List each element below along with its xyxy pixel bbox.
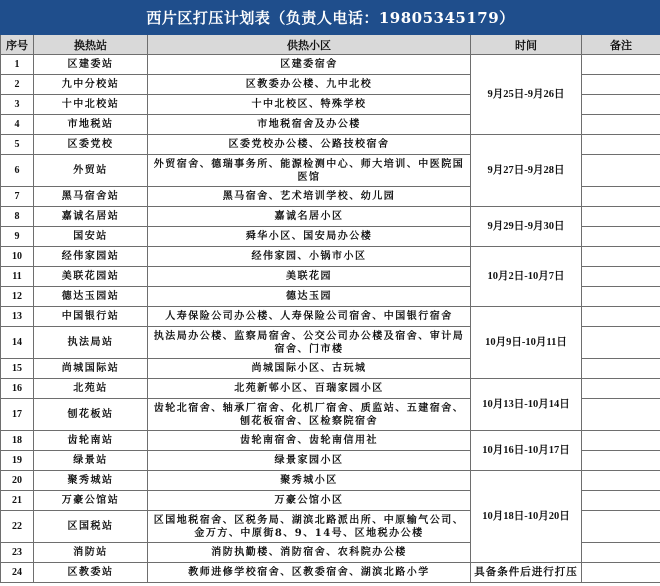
row-area: 区委党校办公楼、公路技校宿舍 (148, 135, 471, 155)
time-group-cell: 具备条件后进行打压 (471, 563, 582, 583)
row-no: 3 (1, 95, 34, 115)
table-row (1, 307, 660, 327)
row-area: 消防执勤楼、消防宿舍、农科院办公楼 (148, 543, 471, 563)
row-area: 嘉诚名居小区 (148, 207, 471, 227)
table-title: 西片区打压计划表（负责人电话：19805345179） (1, 1, 660, 35)
row-note (582, 207, 660, 227)
row-station: 市地税站 (34, 115, 148, 135)
row-note (582, 359, 660, 379)
table-row (1, 379, 660, 399)
row-station: 区教委站 (34, 563, 148, 583)
row-note (582, 155, 660, 187)
row-no: 4 (1, 115, 34, 135)
row-station: 北苑站 (34, 379, 148, 399)
time-group-cell: 9月25日-9月26日 (471, 55, 582, 135)
row-area: 外贸宿舍、德瑞事务所、能源检测中心、师大培训、中医院国医馆 (148, 155, 471, 187)
row-note (582, 187, 660, 207)
row-note (582, 55, 660, 75)
row-area: 市地税宿舍及办公楼 (148, 115, 471, 135)
row-station: 美联花园站 (34, 267, 148, 287)
row-no: 11 (1, 267, 34, 287)
row-no: 24 (1, 563, 34, 583)
row-no: 5 (1, 135, 34, 155)
row-no: 12 (1, 287, 34, 307)
row-station: 执法局站 (34, 327, 148, 359)
row-station: 中国银行站 (34, 307, 148, 327)
row-station: 区国税站 (34, 511, 148, 543)
table-row (1, 207, 660, 227)
table-row (1, 471, 660, 491)
header-station: 换热站 (34, 35, 148, 55)
row-no: 21 (1, 491, 34, 511)
row-station: 刨花板站 (34, 399, 148, 431)
row-area: 齿轮北宿舍、轴承厂宿舍、化机厂宿舍、质监站、五建宿舍、刨花板宿舍、区检察院宿舍 (148, 399, 471, 431)
row-no: 14 (1, 327, 34, 359)
row-note (582, 491, 660, 511)
row-station: 外贸站 (34, 155, 148, 187)
row-note (582, 451, 660, 471)
row-area: 绿景家园小区 (148, 451, 471, 471)
row-area: 万豪公馆小区 (148, 491, 471, 511)
row-station: 十中北校站 (34, 95, 148, 115)
row-no: 16 (1, 379, 34, 399)
header-note: 备注 (582, 35, 660, 55)
row-no: 18 (1, 431, 34, 451)
table-row (1, 431, 660, 451)
row-no: 2 (1, 75, 34, 95)
row-station: 绿景站 (34, 451, 148, 471)
row-no: 6 (1, 155, 34, 187)
row-note (582, 135, 660, 155)
row-note (582, 75, 660, 95)
row-note (582, 399, 660, 431)
row-station: 国安站 (34, 227, 148, 247)
row-no: 9 (1, 227, 34, 247)
time-group-cell: 10月9日-10月11日 (471, 307, 582, 379)
row-note (582, 471, 660, 491)
row-area: 聚秀城小区 (148, 471, 471, 491)
time-group-cell: 10月18日-10月20日 (471, 471, 582, 563)
row-area: 尚城国际小区、古玩城 (148, 359, 471, 379)
row-note (582, 247, 660, 267)
time-group-cell: 10月2日-10月7日 (471, 247, 582, 307)
row-no: 22 (1, 511, 34, 543)
table-row (1, 135, 660, 155)
row-station: 区委党校 (34, 135, 148, 155)
row-station: 万豪公馆站 (34, 491, 148, 511)
row-area: 区国地税宿舍、区税务局、湖滨北路派出所、中原输气公司、金万方、中原街8、9、14号、区地税办公楼 (148, 511, 471, 543)
title-row (1, 1, 660, 35)
header-time: 时间 (471, 35, 582, 55)
row-no: 8 (1, 207, 34, 227)
row-area: 区教委办公楼、九中北校 (148, 75, 471, 95)
row-station: 九中分校站 (34, 75, 148, 95)
row-no: 20 (1, 471, 34, 491)
row-note (582, 95, 660, 115)
row-no: 23 (1, 543, 34, 563)
row-note (582, 379, 660, 399)
table-row (1, 563, 660, 583)
table-row (1, 247, 660, 267)
row-no: 7 (1, 187, 34, 207)
row-area: 十中北校区、特殊学校 (148, 95, 471, 115)
row-no: 1 (1, 55, 34, 75)
row-note (582, 115, 660, 135)
row-note (582, 267, 660, 287)
row-station: 黑马宿舍站 (34, 187, 148, 207)
row-station: 嘉诚名居站 (34, 207, 148, 227)
row-area: 经伟家园、小锅市小区 (148, 247, 471, 267)
row-no: 19 (1, 451, 34, 471)
row-station: 德达玉园站 (34, 287, 148, 307)
row-area: 北苑新邨小区、百瑞家园小区 (148, 379, 471, 399)
row-note (582, 431, 660, 451)
row-note (582, 287, 660, 307)
row-no: 10 (1, 247, 34, 267)
row-area: 人寿保险公司办公楼、人寿保险公司宿舍、中国银行宿舍 (148, 307, 471, 327)
column-header-row (1, 35, 660, 55)
row-area: 黑马宿舍、艺术培训学校、幼儿园 (148, 187, 471, 207)
row-note (582, 543, 660, 563)
time-group-cell: 10月16日-10月17日 (471, 431, 582, 471)
row-note (582, 307, 660, 327)
time-group-cell: 9月27日-9月28日 (471, 135, 582, 207)
row-station: 消防站 (34, 543, 148, 563)
row-station: 聚秀城站 (34, 471, 148, 491)
row-area: 区建委宿舍 (148, 55, 471, 75)
row-area: 教师进修学校宿舍、区教委宿舍、湖滨北路小学 (148, 563, 471, 583)
row-note (582, 563, 660, 583)
row-station: 区建委站 (34, 55, 148, 75)
row-station: 齿轮南站 (34, 431, 148, 451)
row-area: 执法局办公楼、监察局宿舍、公交公司办公楼及宿舍、审计局宿舍、门市楼 (148, 327, 471, 359)
row-no: 17 (1, 399, 34, 431)
header-area: 供热小区 (148, 35, 471, 55)
row-no: 15 (1, 359, 34, 379)
table-row (1, 55, 660, 75)
row-area: 齿轮南宿舍、齿轮南信用社 (148, 431, 471, 451)
time-group-cell: 9月29日-9月30日 (471, 207, 582, 247)
row-area: 舜华小区、国安局办公楼 (148, 227, 471, 247)
row-note (582, 327, 660, 359)
row-station: 经伟家园站 (34, 247, 148, 267)
time-group-cell: 10月13日-10月14日 (471, 379, 582, 431)
row-station: 尚城国际站 (34, 359, 148, 379)
row-area: 德达玉园 (148, 287, 471, 307)
row-area: 美联花园 (148, 267, 471, 287)
header-no: 序号 (1, 35, 34, 55)
row-note (582, 227, 660, 247)
row-no: 13 (1, 307, 34, 327)
row-note (582, 511, 660, 543)
